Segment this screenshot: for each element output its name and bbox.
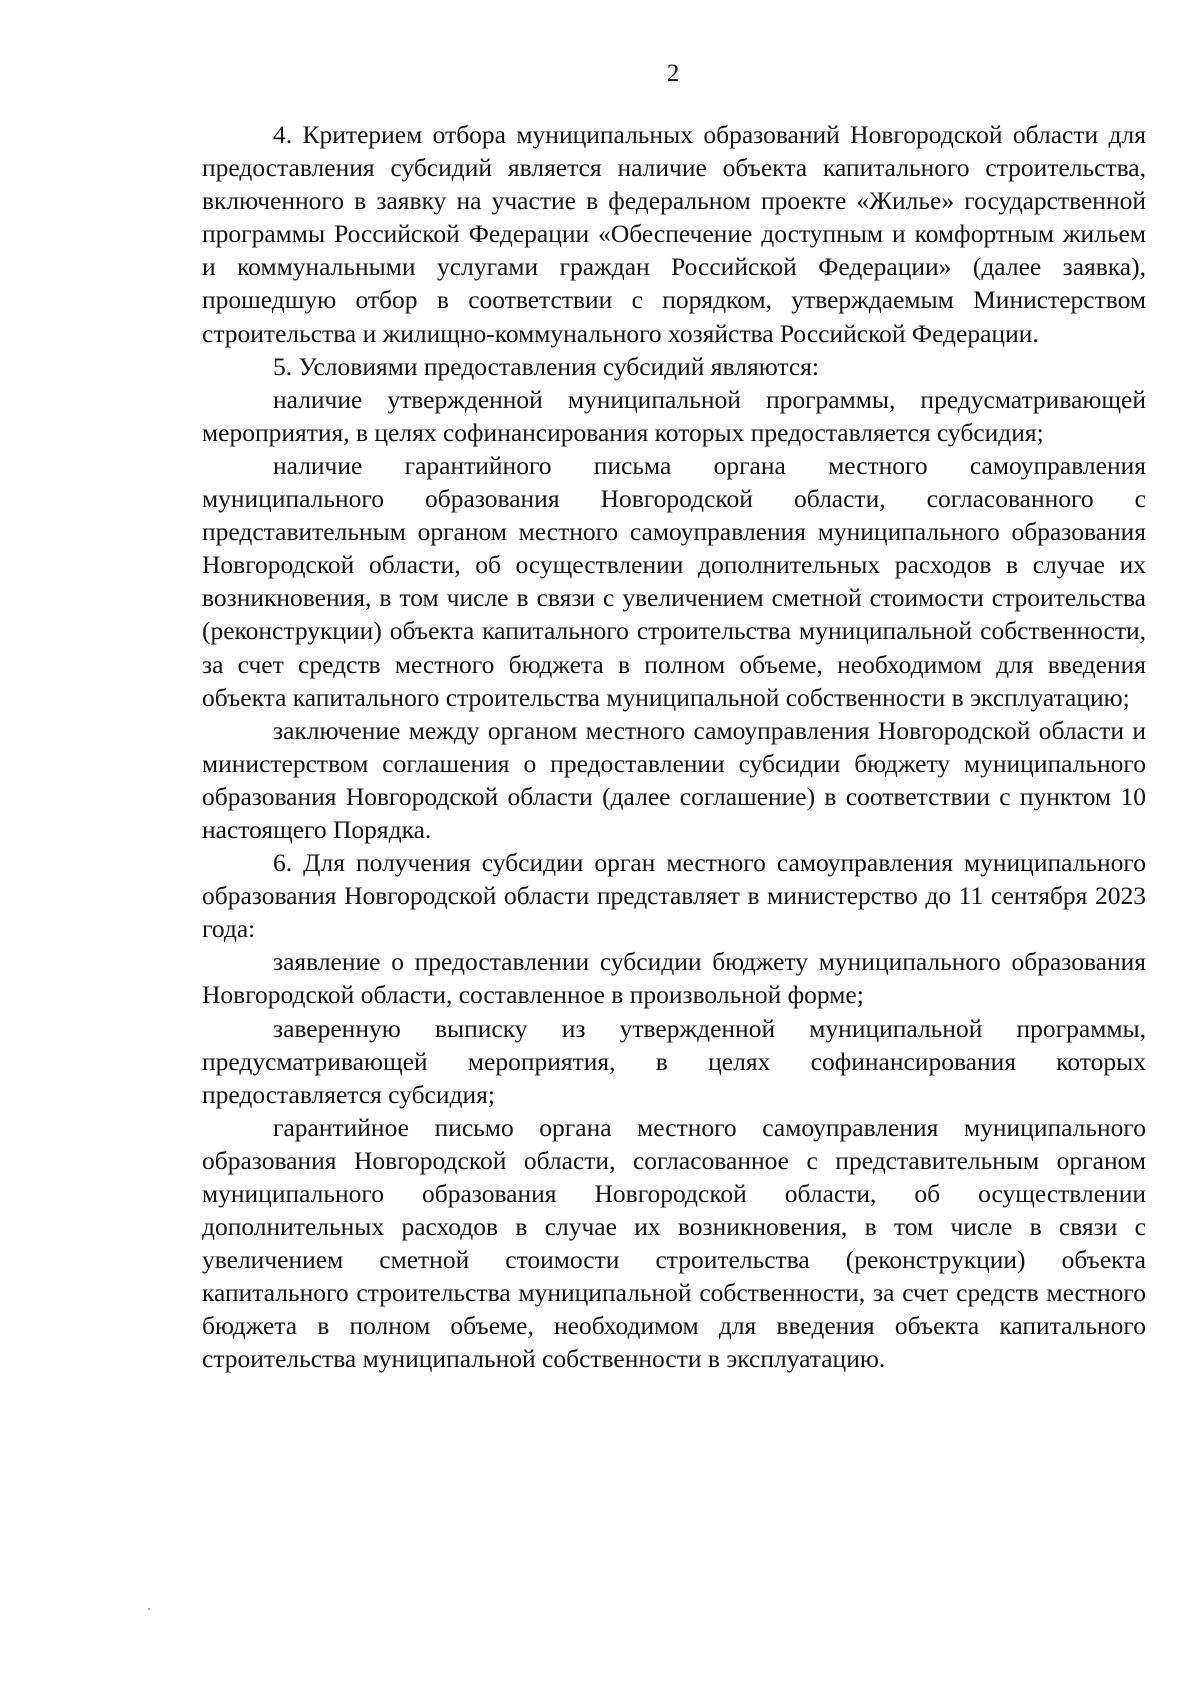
paragraph-item-6-documents: 6. Для получения субсидии орган местного самоуправления муниципального образования Новгородской области представляет в министерство до 11 сентября 2023 года: — [202, 848, 1146, 944]
paragraph-document-application: заявление о предоставлении субсидии бюджету муниципального образования Новгородской области, составленное в произвольной форме; — [202, 947, 1146, 1010]
document-body — [202, 118, 1146, 1376]
paragraph-condition-program: наличие утвержденной муниципальной программы, предусматривающей мероприятия, в целях софинансирования которых предоставляется субсидия; — [202, 384, 1146, 447]
paragraph-condition-guarantee-letter: наличие гарантийного письма органа местного самоуправления муниципального образования Новгородской области, согласованного с представительным органом местного самоуправления муниципального образования Новгородской области, об осуществлении дополнительных расходов в случае их возникновения, в том числе в связи с увеличением сметной стоимости строительства (реконструкции) объекта капитального строительства муниципальной собственности, за счет средств местного бюджета в полном объеме, необходимом для введения объекта капитального строительства муниципальной собственности в эксплуатацию; — [202, 450, 1146, 712]
paragraph-document-program-extract: заверенную выписку из утвержденной муниципальной программы, предусматривающей мероприятия, в целях софинансирования которых предоставляется субсидия; — [202, 1013, 1146, 1109]
scan-speck — [148, 1608, 150, 1610]
paragraph-document-guarantee-letter: гарантийное письмо органа местного самоуправления муниципального образования Новгородской области, согласованное с представительным органом муниципального образования Новгородской области, об осуществлении дополнительных расходов в случае их возникновения, в том числе в связи с увеличением сметной стоимости строительства (реконструкции) объекта капитального строительства муниципальной собственности, за счет средств местного бюджета в полном объеме, необходимом для введения объекта капитального строительства муниципальной собственности в эксплуатацию. — [202, 1112, 1146, 1374]
paragraph-condition-agreement: заключение между органом местного самоуправления Новгородской области и министерством соглашения о предоставлении субсидии бюджету муниципального образования Новгородской области (далее соглашение) в соответствии с пунктом 10 настоящего Порядка. — [202, 715, 1146, 844]
paragraph-item-4-criterion: 4. Критерием отбора муниципальных образований Новгородской области для предоставления субсидий является наличие объекта капитального строительства, включенного в заявку на участие в федеральном проекте «Жилье» государственной программы Российской Федерации «Обеспечение доступным и комфортным жильем и коммунальными услугами граждан Российской Федерации» (далее заявка), прошедшую отбор в соответствии с порядком, утверждаемым Министерством строительства и жилищно-коммунального хозяйства Российской Федерации. — [202, 120, 1146, 348]
paragraph-item-5-conditions: 5. Условиями предоставления субсидий являются: — [273, 351, 819, 381]
page-number: 2 — [666, 60, 680, 87]
